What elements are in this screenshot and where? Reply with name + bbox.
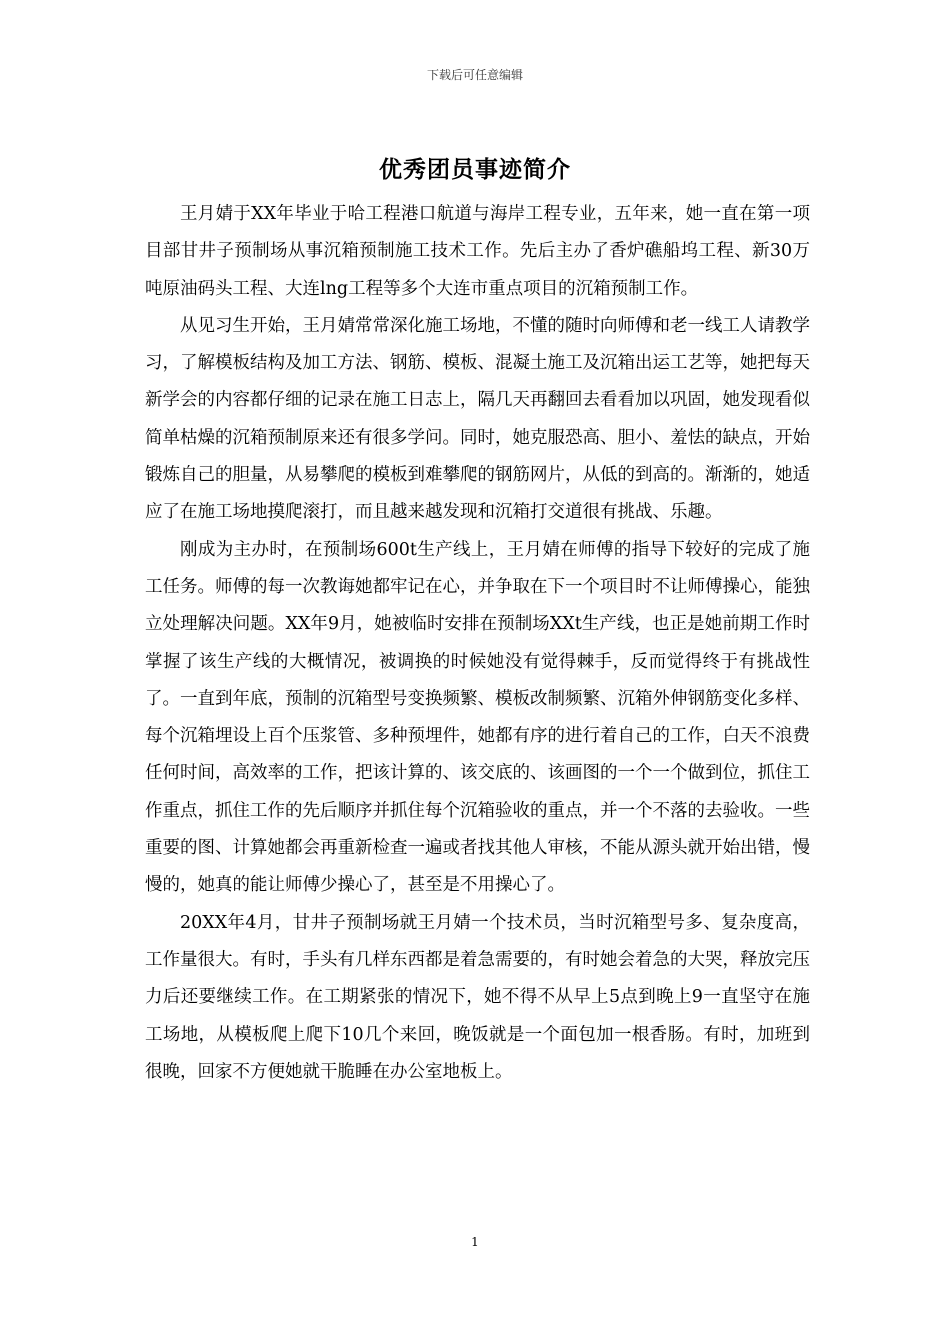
document-body — [145, 196, 810, 1091]
paragraph-3: 刚成为主办时，在预制场600t生产线上，王月婧在师傅的指导下较好的完成了施工任务。师傅的每一次教诲她都牢记在心，并争取在下一个项目时不让师傅操心，能独立处理解决问题。XX年9月，她被临时安排在预制场XXt生产线，也正是她前期工作时掌握了该生产线的大概情况，被调换的时候她没有觉得棘手，反而觉得终于有挑战性了。一直到年底，预制的沉箱型号变换频繁、模板改制频繁、沉箱外伸钢筋变化多样、每个沉箱埋设上百个压浆管、多种预埋件，她都有序的进行着自己的工作，白天不浪费任何时间，高效率的工作，把该计算的、该交底的、该画图的一个一个做到位，抓住工作重点，抓住工作的先后顺序并抓住每个沉箱验收的重点，并一个不落的去验收。一些重要的图、计算她都会再重新检查一遍或者找其他人审核，不能从源头就开始出错，慢慢的，她真的能让师傅少操心了，甚至是不用操心了。 — [145, 539, 810, 896]
page-number: 1 — [471, 1235, 479, 1249]
paragraph-2: 从见习生开始，王月婧常常深化施工场地，不懂的随时向师傅和老一线工人请教学习，了解模板结构及加工方法、钢筋、模板、混凝土施工及沉箱出运工艺等，她把每天新学会的内容都仔细的记录在施工日志上，隔几天再翻回去看看加以巩固，她发现看似简单枯燥的沉箱预制原来还有很多学问。同时，她克服恐高、胆小、羞怯的缺点，开始锻炼自己的胆量，从易攀爬的模板到难攀爬的钢筋网片，从低的到高的。渐渐的，她适应了在施工场地摸爬滚打，而且越来越发现和沉箱打交道很有挑战、乐趣。 — [145, 315, 810, 523]
paragraph-1: 王月婧于XX年毕业于哈工程港口航道与海岸工程专业，五年来，她一直在第一项目部甘井子预制场从事沉箱预制施工技术工作。先后主办了香炉礁船坞工程、新30万吨原油码头工程、大连lng工程等多个大连市重点项目的沉箱预制工作。 — [145, 204, 810, 299]
page-header: 下载后可任意编辑 — [426, 68, 523, 82]
document-title: 优秀团员事迹简介 — [379, 157, 571, 183]
paragraph-4: 20XX年4月，甘井子预制场就王月婧一个技术员，当时沉箱型号多、复杂度高，工作量很大。有时，手头有几样东西都是着急需要的，有时她会着急的大哭，释放完压力后还要继续工作。在工期紧张的情况下，她不得不从早上5点到晚上9一直坚守在施工场地，从模板爬上爬下10几个来回，晚饭就是一个面包加一根香肠。有时，加班到很晚，回家不方便她就干脆睡在办公室地板上。 — [145, 912, 810, 1082]
